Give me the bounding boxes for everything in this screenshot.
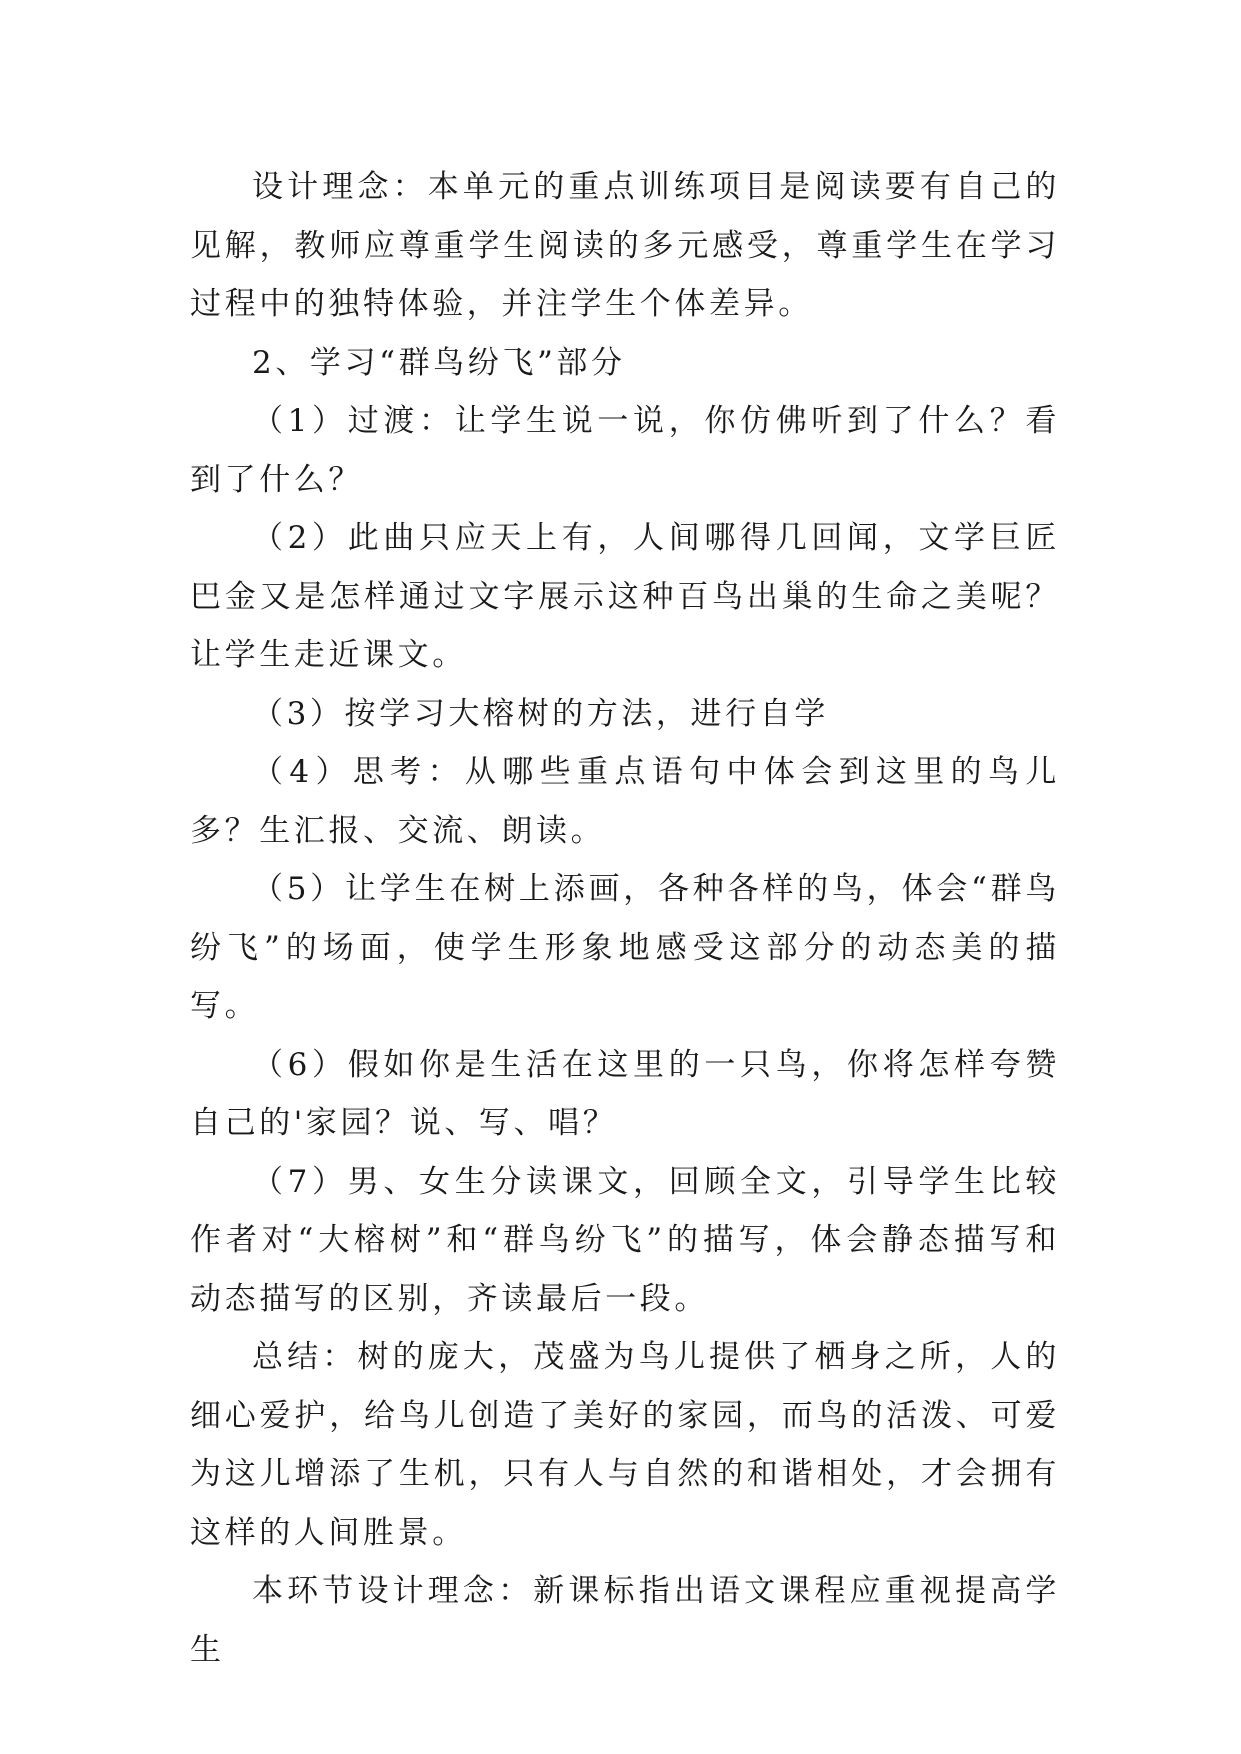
paragraph-step-4: （4）思考：从哪些重点语句中体会到这里的鸟儿多？生汇报、交流、朗读。 [190,754,1060,849]
paragraph-section-2-heading: 2、学习“群鸟纷飞”部分 [252,344,626,381]
document-body [190,158,1060,1679]
paragraph-step-7: （7）男、女生分读课文，回顾全文，引导学生比较作者对“大榕树”和“群鸟纷飞”的描写，体会静态描写和动态描写的区别，齐读最后一段。 [190,1163,1060,1317]
paragraph-summary: 总结：树的庞大，茂盛为鸟儿提供了栖身之所，人的细心爱护，给鸟儿创造了美好的家园，而鸟的活泼、可爱为这儿增添了生机，只有人与自然的和谐相处，才会拥有这样的人间胜景。 [190,1339,1060,1551]
paragraph-step-3: （3）按学习大榕树的方法，进行自学 [252,695,829,732]
paragraph-step-5: （5）让学生在树上添画，各种各样的鸟，体会“群鸟纷飞”的场面，使学生形象地感受这部分的动态美的描写。 [190,871,1060,1024]
paragraph-step-6: （6）假如你是生活在这里的一只鸟，你将怎样夸赞自己的'家园？说、写、唱？ [190,1046,1060,1141]
paragraph-design-concept: 设计理念：本单元的重点训练项目是阅读要有自己的见解，教师应尊重学生阅读的多元感受，尊重学生在学习过程中的独特体验，并注学生个体差异。 [190,169,1060,322]
paragraph-section-design-concept: 本环节设计理念：新课标指出语文课程应重视提高学生 [190,1573,1060,1668]
paragraph-step-1: （1）过渡：让学生说一说，你仿佛听到了什么？看到了什么？ [190,403,1060,498]
paragraph-step-2: （2）此曲只应天上有，人间哪得几回闻，文学巨匠巴金又是怎样通过文字展示这种百鸟出巢的生命之美呢？让学生走近课文。 [190,520,1060,673]
